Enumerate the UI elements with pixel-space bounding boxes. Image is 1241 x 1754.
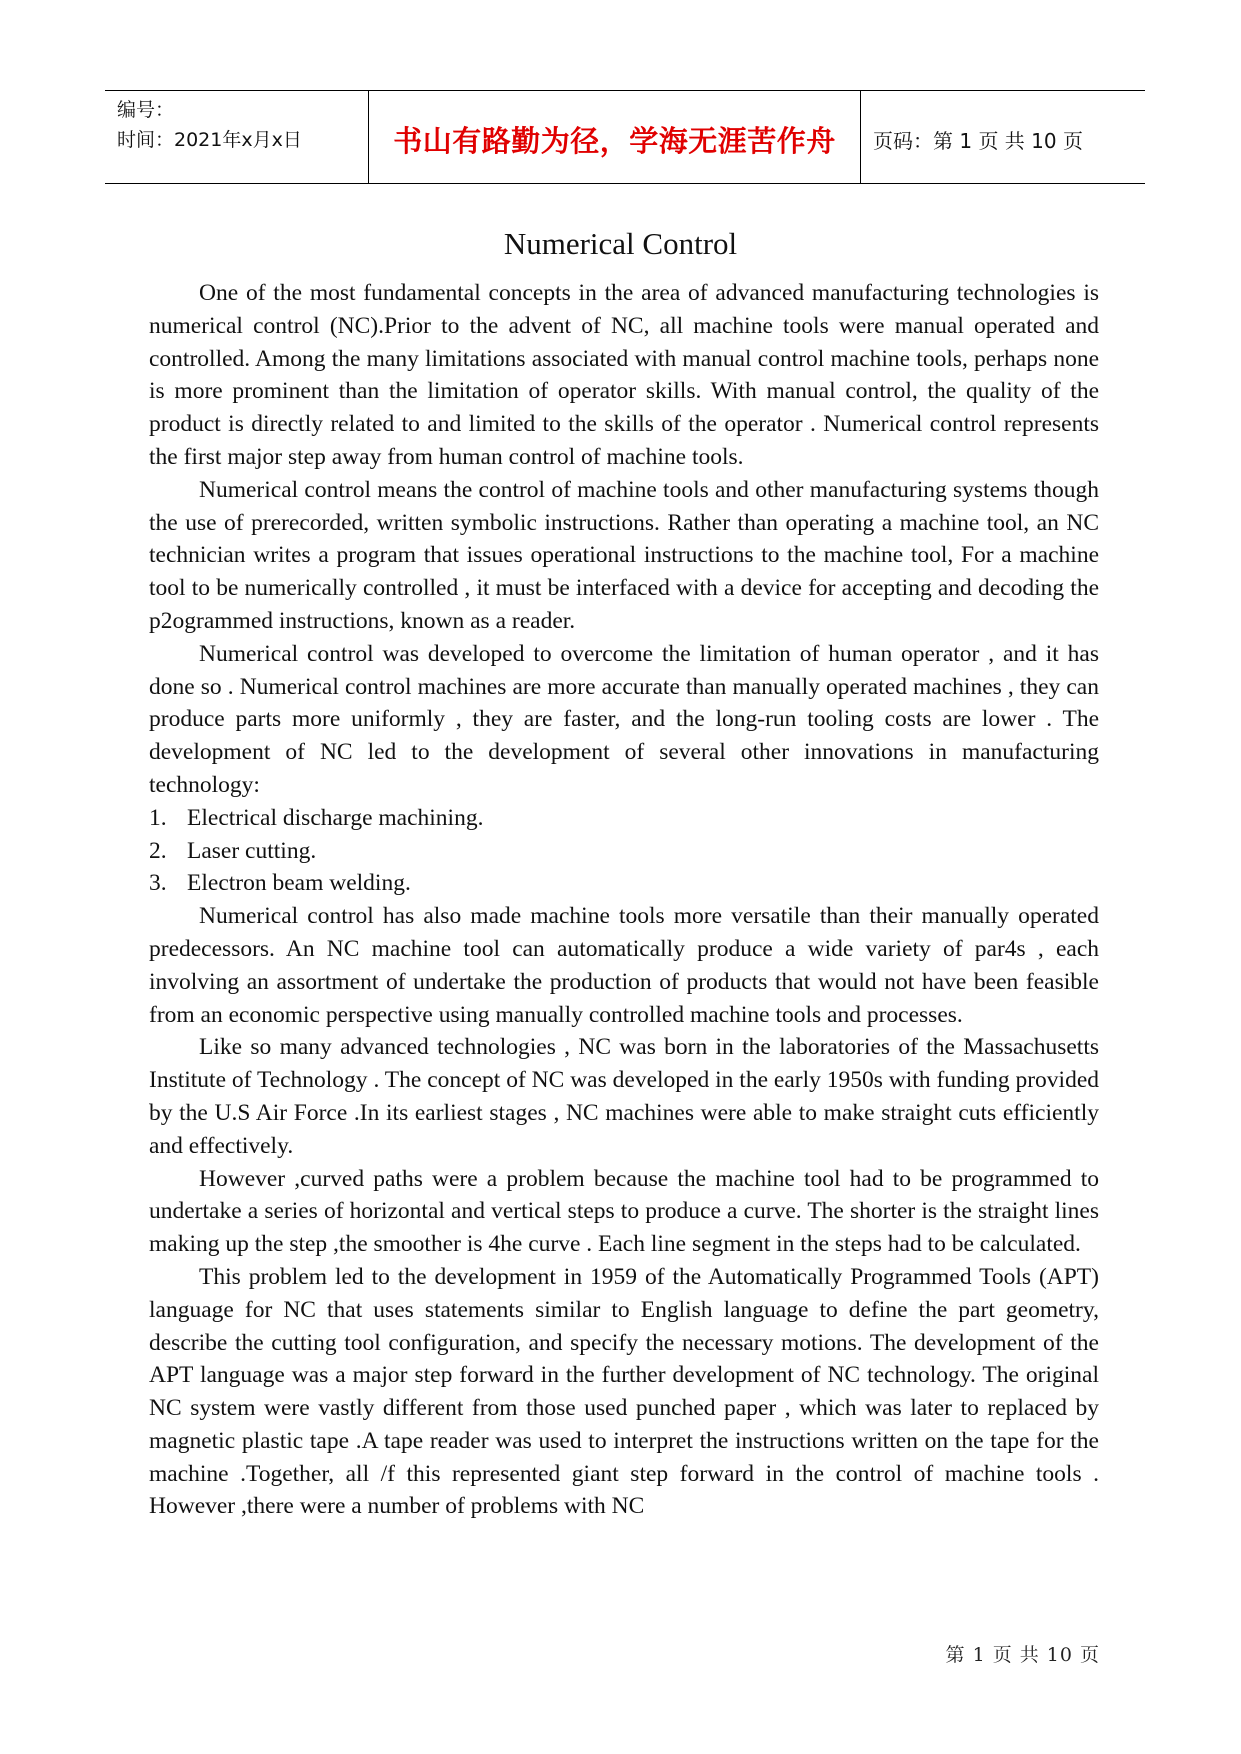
page-header [105, 90, 1145, 184]
list-item [149, 802, 1099, 835]
paragraph: Numerical control was developed to overcome the limitation of human operator , and it has done so . Numerical control machines are more accurate than manually operated machines , they can produce parts more uniformly , they are faster, and the long-run tooling costs are lower . The development of NC led to the development of several other innovations in manufacturing technology: [149, 640, 1099, 798]
header-motto: 书山有路勤为径，学海无涯苦作舟 [369, 91, 861, 183]
list-item [149, 867, 1099, 900]
paragraph: However ,curved paths were a problem because the machine tool had to be programmed to undertake a series of horizontal and vertical steps to produce a curve. The shorter is the straight lines making up the step ,the smoother is 4he curve . Each line segment in the steps had to be calculated. [149, 1165, 1099, 1258]
paragraph: Like so many advanced technologies , NC was born in the laboratories of the Massachusetts Institute of Technology . The concept of NC was developed in the early 1950s with funding provided by the U.S Air Force .In its earliest stages , NC machines were able to make straight cuts efficiently and effectively. [149, 1034, 1099, 1159]
number-label: 编号： [117, 99, 175, 121]
list-text: Electrical discharge machining. [187, 804, 484, 831]
header-page-info: 页码：第 1 页 共 10 页 [873, 128, 1083, 153]
document-body [149, 277, 1099, 1523]
paragraph: This problem led to the development in 1959 of the Automatically Programmed Tools (APT) language for NC that uses statements similar to English language to define the part geometry, describe the cutting tool configuration, and specify the necessary motions. The development of the APT language was a major step forward in the further development of NC technology. The original NC system were vastly different from those used punched paper , which was later to replaced by magnetic plastic tape .A tape reader was used to interpret the instructions written on the tape for the machine .Together, all /f this represented giant step forward in the control of machine tools . However ,there were a number of problems with NC [149, 1263, 1099, 1520]
paragraph: One of the most fundamental concepts in the area of advanced manufacturing technologies is numerical control (NC).Prior to the advent of NC, all machine tools were manual operated and controlled. Among the many limitations associated with manual control machine tools, perhaps none is more prominent than the limitation of operator skills. With manual control, the quality of the product is directly related to and limited to the skills of the operator . Numerical control represents the first major step away from human control of machine tools. [149, 280, 1099, 470]
header-meta [105, 91, 369, 183]
time-label: 时间：2021年x月x日 [117, 129, 302, 151]
innovations-list [149, 802, 1099, 900]
document-title: Numerical Control [503, 226, 738, 261]
page-footer: 第 1 页 共 10 页 [945, 1644, 1100, 1666]
list-number: 3. [149, 870, 167, 897]
paragraph: Numerical control means the control of machine tools and other manufacturing systems though the use of prerecorded, written symbolic instructions. Rather than operating a machine tool, an NC technician writes a program that issues operational instructions to the machine tool, For a machine tool to be numerically controlled , it must be interfaced with a device for accepting and decoding the p2ogrammed instructions, known as a reader. [149, 476, 1099, 634]
list-text: Laser cutting. [187, 837, 317, 864]
list-number: 1. [149, 804, 167, 831]
list-text: Electron beam welding. [187, 870, 411, 897]
paragraph: Numerical control has also made machine tools more versatile than their manually operated predecessors. An NC machine tool can automatically produce a wide variety of par4s , each involving an assortment of undertake the production of products that would not have been feasible from an economic perspective using manually controlled machine tools and processes. [149, 903, 1099, 1028]
list-item [149, 835, 1099, 868]
list-number: 2. [149, 837, 167, 864]
